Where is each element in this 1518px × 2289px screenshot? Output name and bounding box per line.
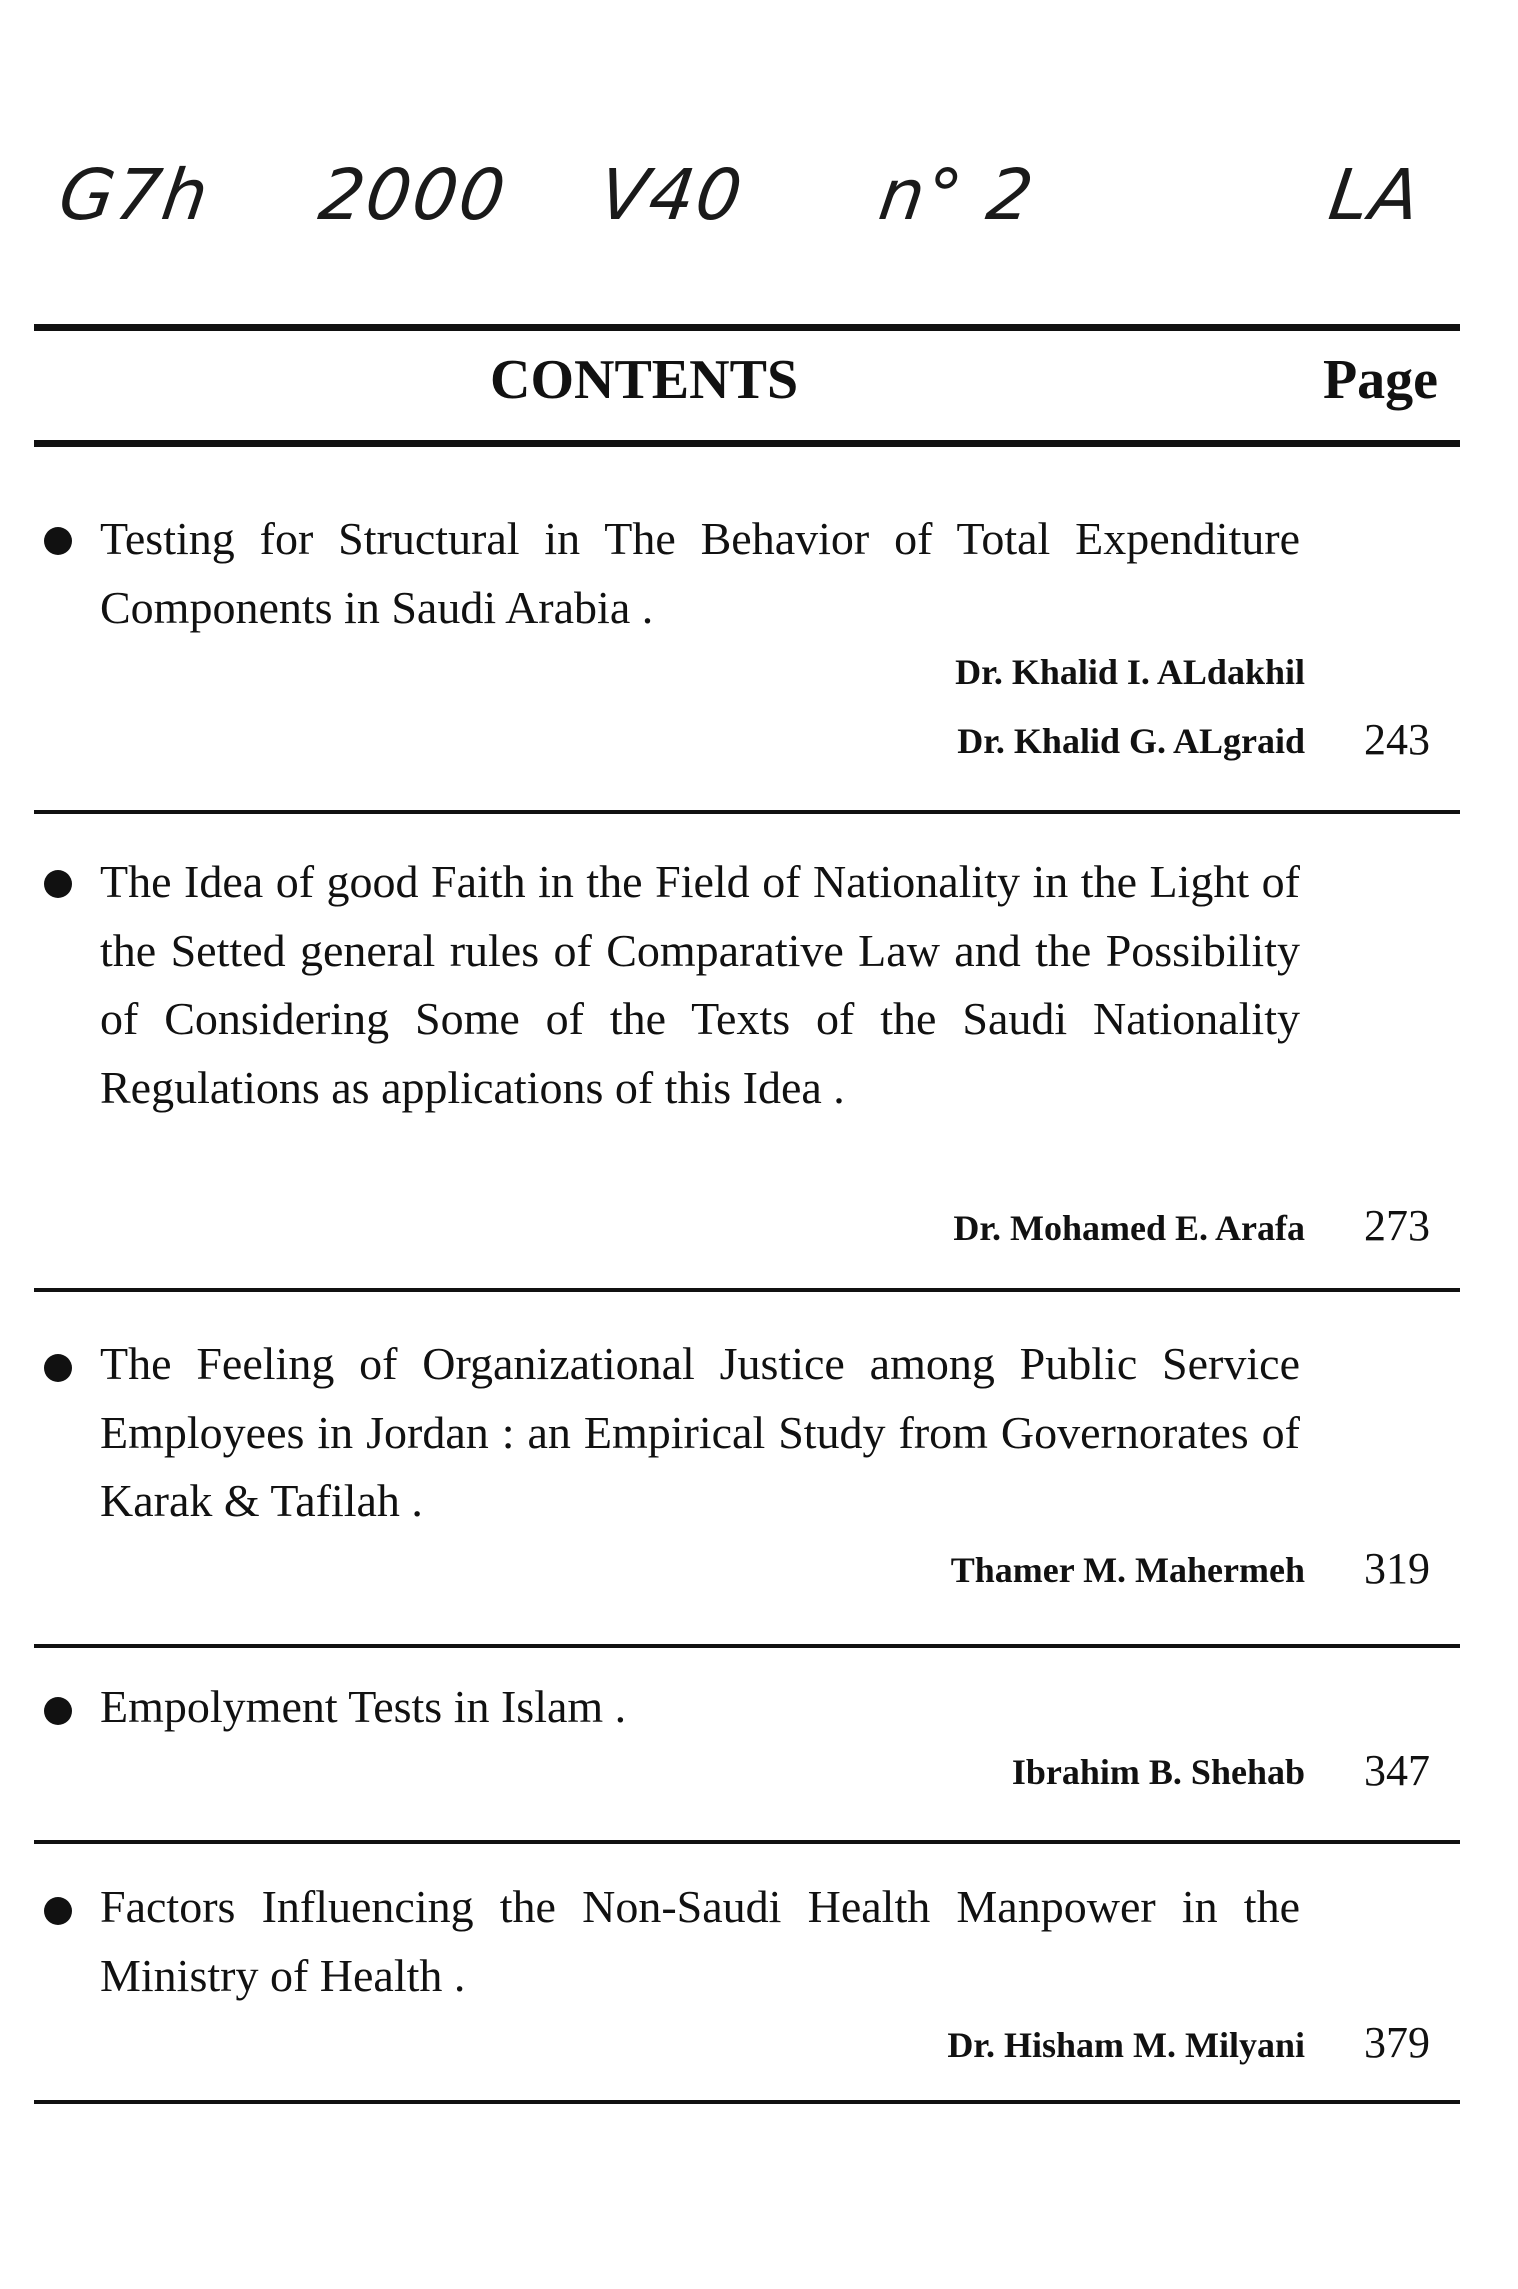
contents-heading: CONTENTS (490, 349, 799, 411)
bullet-icon (44, 1697, 72, 1725)
entry-divider (34, 1840, 1460, 1844)
entry-divider (34, 810, 1460, 814)
entry-page-number: 379 (1364, 2018, 1430, 2067)
entry-page-number: 347 (1364, 1746, 1430, 1795)
entry-title: Empolyment Tests in Islam . (100, 1681, 627, 1732)
bullet-icon (44, 870, 72, 898)
entry-title: Factors Influencing the Non-Saudi Health Manpower in the Ministry of Health . (100, 1881, 1300, 2001)
handwritten-note-part: LA (1324, 154, 1427, 236)
handwritten-note-part: V40 (594, 154, 749, 236)
header-bottom-rule (34, 440, 1460, 447)
entry-divider (34, 1644, 1460, 1648)
entry-title: The Feeling of Organizational Justice among Public Service Employees in Jordan : an Empirical Study from Governorates of Karak & Tafilah . (100, 1338, 1300, 1526)
handwritten-note (54, 150, 1460, 250)
handwritten-note-part: n° 2 (874, 154, 1040, 236)
bullet-icon (44, 1354, 72, 1382)
handwritten-note-part: 2000 (314, 154, 512, 236)
entry-page-number: 243 (1364, 715, 1430, 764)
handwritten-note-part: G7h (54, 154, 215, 236)
entry-page-number: 273 (1364, 1201, 1430, 1250)
bullet-icon (44, 1897, 72, 1925)
entry-title: Testing for Structural in The Behavior of Total Expenditure Components in Saudi Arabia . (100, 513, 1300, 633)
entry-author: Dr. Hisham M. Milyani (947, 2025, 1305, 2065)
entry-page-number: 319 (1364, 1544, 1430, 1593)
bullet-icon (44, 527, 72, 555)
entry-title: The Idea of good Faith in the Field of Nationality in the Light of the Setted general rules of Comparative Law and the Possibility of Considering Some of the Texts of the Saudi Nationality Regulations as applications of this Idea . (100, 856, 1300, 1113)
entry-author: Dr. Khalid G. ALgraid (957, 721, 1305, 761)
header-top-rule (34, 324, 1460, 331)
entry-author: Thamer M. Mahermeh (950, 1550, 1305, 1590)
entry-author: Dr. Khalid I. ALdakhil (955, 652, 1305, 692)
entry-divider (34, 1288, 1460, 1292)
entry-divider (34, 2100, 1460, 2104)
page-column-heading: Page (1322, 349, 1438, 411)
entry-author: Dr. Mohamed E. Arafa (953, 1208, 1305, 1248)
entry-author: Ibrahim B. Shehab (1011, 1752, 1305, 1792)
